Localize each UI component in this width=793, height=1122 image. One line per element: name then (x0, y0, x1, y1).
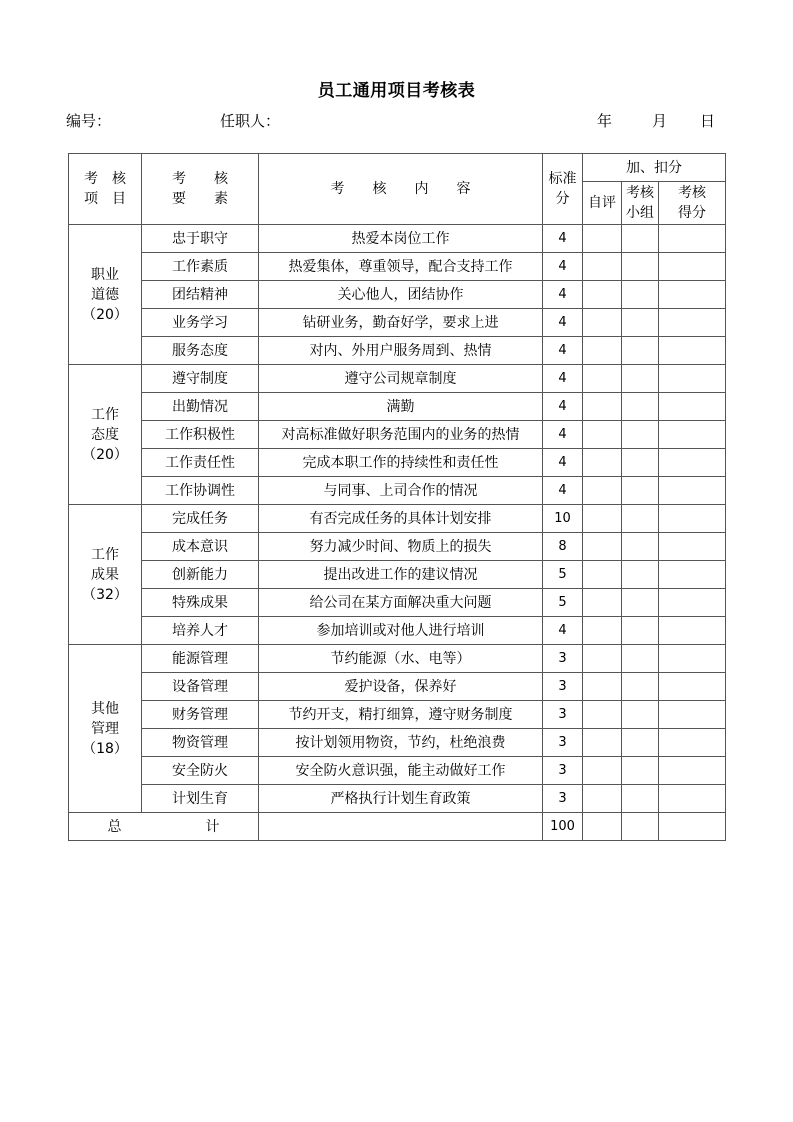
standard-score-cell: 4 (543, 393, 583, 421)
content-cell: 提出改进工作的建议情况 (259, 561, 543, 589)
table-row (69, 645, 726, 673)
final-score-cell[interactable] (659, 337, 726, 365)
day-label: 日 (700, 112, 716, 130)
table-row (69, 393, 726, 421)
group-eval-cell[interactable] (622, 421, 659, 449)
group-eval-cell[interactable] (622, 253, 659, 281)
header-item-line2: 项 目 (84, 191, 126, 207)
group-eval-cell[interactable] (622, 645, 659, 673)
self-eval-cell[interactable] (583, 757, 622, 785)
standard-score-cell: 4 (543, 253, 583, 281)
content-cell: 对内、外用户服务周到、热情 (259, 337, 543, 365)
element-cell: 完成任务 (142, 505, 259, 533)
header-element-line1: 考 核 (172, 171, 228, 187)
table-row (69, 589, 726, 617)
header-self-eval: 自评 (583, 182, 622, 225)
group-name-line2: 成果 (91, 566, 119, 583)
total-row (69, 813, 726, 841)
group-points: （32） (82, 586, 128, 603)
self-eval-cell[interactable] (583, 645, 622, 673)
group-name-line2: 道德 (91, 286, 119, 303)
table-row (69, 785, 726, 813)
standard-score-cell: 4 (543, 449, 583, 477)
group-eval-cell[interactable] (622, 337, 659, 365)
content-cell: 给公司在某方面解决重大问题 (259, 589, 543, 617)
final-score-cell[interactable] (659, 449, 726, 477)
self-eval-cell[interactable] (583, 505, 622, 533)
header-group-line2: 小组 (626, 205, 654, 221)
content-cell: 与同事、上司合作的情况 (259, 477, 543, 505)
standard-score-cell: 4 (543, 225, 583, 253)
final-score-cell[interactable] (659, 757, 726, 785)
final-score-cell[interactable] (659, 225, 726, 253)
total-content (259, 813, 543, 841)
element-cell: 能源管理 (142, 645, 259, 673)
element-cell: 工作素质 (142, 253, 259, 281)
form-title: 员工通用项目考核表 (317, 81, 476, 101)
element-cell: 工作责任性 (142, 449, 259, 477)
self-eval-cell[interactable] (583, 393, 622, 421)
standard-score-cell: 4 (543, 365, 583, 393)
table-row (69, 337, 726, 365)
total-final-cell[interactable] (659, 813, 726, 841)
standard-score-cell: 4 (543, 309, 583, 337)
content-cell: 热爱集体，尊重领导，配合支持工作 (259, 253, 543, 281)
content-cell: 努力减少时间、物质上的损失 (259, 533, 543, 561)
group-name-line1: 其他 (91, 700, 119, 717)
final-score-cell[interactable] (659, 673, 726, 701)
self-eval-cell[interactable] (583, 225, 622, 253)
content-cell: 节约开支，精打细算，遵守财务制度 (259, 701, 543, 729)
table-row (69, 729, 726, 757)
final-score-cell[interactable] (659, 701, 726, 729)
element-cell: 工作积极性 (142, 421, 259, 449)
group-name-line1: 工作 (91, 406, 119, 423)
element-cell: 创新能力 (142, 561, 259, 589)
content-cell: 满勤 (259, 393, 543, 421)
self-eval-cell[interactable] (583, 701, 622, 729)
content-cell: 有否完成任务的具体计划安排 (259, 505, 543, 533)
group-name-cell (69, 365, 142, 505)
total-score: 100 (543, 813, 583, 841)
year-label: 年 (597, 112, 613, 130)
group-eval-cell[interactable] (622, 309, 659, 337)
self-eval-cell[interactable] (583, 337, 622, 365)
element-cell: 工作协调性 (142, 477, 259, 505)
element-cell: 成本意识 (142, 533, 259, 561)
header-score-line1: 考核 (678, 185, 706, 201)
self-eval-cell[interactable] (583, 533, 622, 561)
standard-score-cell: 3 (543, 785, 583, 813)
final-score-cell[interactable] (659, 589, 726, 617)
standard-score-cell: 3 (543, 701, 583, 729)
final-score-cell[interactable] (659, 253, 726, 281)
standard-score-cell: 5 (543, 561, 583, 589)
standard-score-cell: 4 (543, 421, 583, 449)
content-cell: 严格执行计划生育政策 (259, 785, 543, 813)
group-eval-cell[interactable] (622, 729, 659, 757)
group-eval-cell[interactable] (622, 701, 659, 729)
standard-score-cell: 4 (543, 281, 583, 309)
group-eval-cell[interactable] (622, 533, 659, 561)
group-eval-cell[interactable] (622, 617, 659, 645)
final-score-cell[interactable] (659, 617, 726, 645)
standard-score-cell: 3 (543, 757, 583, 785)
header-standard-line1: 标准 (548, 171, 577, 187)
total-label: 总 计 (69, 813, 259, 841)
group-name-cell (69, 225, 142, 365)
final-score-cell[interactable] (659, 421, 726, 449)
group-eval-cell[interactable] (622, 561, 659, 589)
standard-score-cell: 4 (543, 477, 583, 505)
table-row (69, 505, 726, 533)
header-standard-line2: 分 (555, 191, 570, 207)
element-cell: 安全防火 (142, 757, 259, 785)
element-cell: 忠于职守 (142, 225, 259, 253)
header-adjust: 加、扣分 (583, 154, 726, 182)
content-cell: 按计划领用物资，节约，杜绝浪费 (259, 729, 543, 757)
group-eval-cell[interactable] (622, 477, 659, 505)
standard-score-cell: 3 (543, 645, 583, 673)
self-eval-cell[interactable] (583, 785, 622, 813)
group-points: （20） (82, 306, 128, 323)
self-eval-cell[interactable] (583, 281, 622, 309)
group-eval-cell[interactable] (622, 393, 659, 421)
element-cell: 计划生育 (142, 785, 259, 813)
group-name-line1: 工作 (91, 546, 119, 563)
group-name-cell (69, 645, 142, 813)
header-item-line1: 考 核 (84, 171, 126, 187)
self-eval-cell[interactable] (583, 421, 622, 449)
content-cell: 钻研业务，勤奋好学，要求上进 (259, 309, 543, 337)
final-score-cell[interactable] (659, 477, 726, 505)
element-cell: 服务态度 (142, 337, 259, 365)
group-name-line1: 职业 (91, 266, 119, 283)
self-eval-cell[interactable] (583, 449, 622, 477)
content-cell: 安全防火意识强，能主动做好工作 (259, 757, 543, 785)
content-cell: 完成本职工作的持续性和责任性 (259, 449, 543, 477)
total-self-eval-cell[interactable] (583, 813, 622, 841)
standard-score-cell: 8 (543, 533, 583, 561)
group-name-line2: 管理 (91, 720, 119, 737)
header-element-line2: 要 素 (172, 191, 228, 207)
standard-score-cell: 5 (543, 589, 583, 617)
self-eval-cell[interactable] (583, 477, 622, 505)
content-cell: 关心他人，团结协作 (259, 281, 543, 309)
table-row (69, 701, 726, 729)
standard-score-cell: 4 (543, 337, 583, 365)
final-score-cell[interactable] (659, 785, 726, 813)
table-row (69, 309, 726, 337)
header-group (622, 182, 659, 225)
self-eval-cell[interactable] (583, 561, 622, 589)
element-cell: 设备管理 (142, 673, 259, 701)
content-cell: 对高标准做好职务范围内的业务的热情 (259, 421, 543, 449)
standard-score-cell: 3 (543, 729, 583, 757)
header-score-line2: 得分 (678, 205, 706, 221)
element-cell: 团结精神 (142, 281, 259, 309)
self-eval-cell[interactable] (583, 729, 622, 757)
group-eval-cell[interactable] (622, 673, 659, 701)
group-name-cell (69, 505, 142, 645)
standard-score-cell: 4 (543, 617, 583, 645)
self-eval-cell[interactable] (583, 309, 622, 337)
final-score-cell[interactable] (659, 393, 726, 421)
group-eval-cell[interactable] (622, 365, 659, 393)
element-cell: 培养人才 (142, 617, 259, 645)
total-group-cell[interactable] (622, 813, 659, 841)
self-eval-cell[interactable] (583, 589, 622, 617)
content-cell: 遵守公司规章制度 (259, 365, 543, 393)
group-eval-cell[interactable] (622, 589, 659, 617)
group-points: （20） (82, 446, 128, 463)
content-cell: 热爱本岗位工作 (259, 225, 543, 253)
table-row (69, 533, 726, 561)
table-row (69, 421, 726, 449)
header-score (659, 182, 726, 225)
month-label: 月 (652, 112, 668, 130)
element-cell: 遵守制度 (142, 365, 259, 393)
table-row (69, 673, 726, 701)
element-cell: 财务管理 (142, 701, 259, 729)
table-row (69, 225, 726, 253)
group-eval-cell[interactable] (622, 785, 659, 813)
group-eval-cell[interactable] (622, 505, 659, 533)
table-row (69, 757, 726, 785)
final-score-cell[interactable] (659, 505, 726, 533)
table-row (69, 253, 726, 281)
group-points: （18） (82, 740, 128, 757)
self-eval-cell[interactable] (583, 673, 622, 701)
evaluation-table (68, 153, 726, 841)
group-eval-cell[interactable] (622, 449, 659, 477)
element-cell: 业务学习 (142, 309, 259, 337)
self-eval-cell[interactable] (583, 365, 622, 393)
table-row (69, 477, 726, 505)
table-row (69, 281, 726, 309)
final-score-cell[interactable] (659, 645, 726, 673)
header-element (142, 154, 259, 225)
final-score-cell[interactable] (659, 281, 726, 309)
owner-label: 任职人： (220, 112, 281, 130)
final-score-cell[interactable] (659, 561, 726, 589)
final-score-cell[interactable] (659, 729, 726, 757)
group-eval-cell[interactable] (622, 225, 659, 253)
standard-score-cell: 3 (543, 673, 583, 701)
final-score-cell[interactable] (659, 365, 726, 393)
table-row (69, 365, 726, 393)
header-item (69, 154, 142, 225)
header-row (69, 154, 726, 182)
standard-score-cell: 10 (543, 505, 583, 533)
header-standard (543, 154, 583, 225)
self-eval-cell[interactable] (583, 253, 622, 281)
header-content: 考 核 内 容 (259, 154, 543, 225)
self-eval-cell[interactable] (583, 617, 622, 645)
final-score-cell[interactable] (659, 309, 726, 337)
element-cell: 物资管理 (142, 729, 259, 757)
group-name-line2: 态度 (91, 426, 119, 443)
element-cell: 特殊成果 (142, 589, 259, 617)
table-row (69, 561, 726, 589)
final-score-cell[interactable] (659, 533, 726, 561)
content-cell: 参加培训或对他人进行培训 (259, 617, 543, 645)
table-row (69, 617, 726, 645)
group-eval-cell[interactable] (622, 757, 659, 785)
content-cell: 爱护设备，保养好 (259, 673, 543, 701)
group-eval-cell[interactable] (622, 281, 659, 309)
number-label: 编号： (66, 112, 112, 130)
content-cell: 节约能源（水、电等） (259, 645, 543, 673)
header-group-line1: 考核 (626, 185, 654, 201)
element-cell: 出勤情况 (142, 393, 259, 421)
table-row (69, 449, 726, 477)
